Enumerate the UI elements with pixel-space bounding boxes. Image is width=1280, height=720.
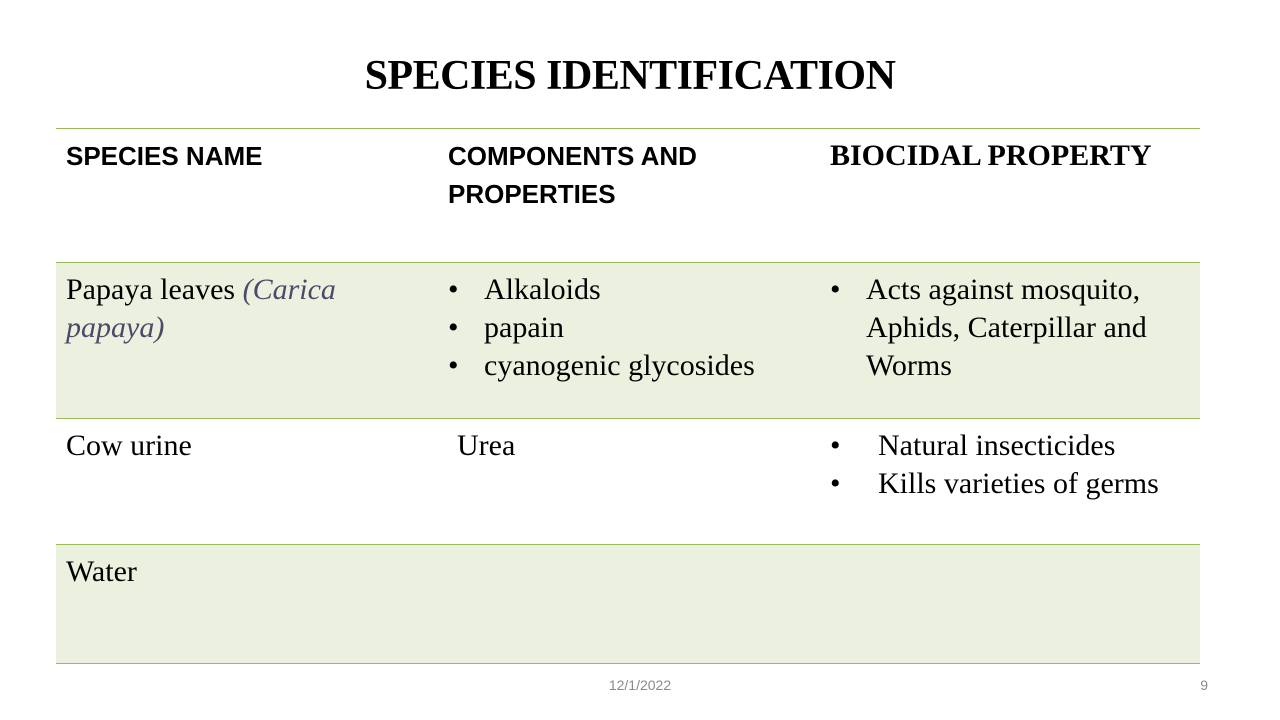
footer-date: 12/1/2022	[608, 677, 672, 693]
list-item: • Alkaloids	[448, 271, 810, 309]
page-number: 9	[1200, 677, 1208, 693]
list-item: • cyanogenic glycosides	[448, 347, 810, 385]
table-row	[56, 262, 1200, 418]
species-name: Cow urine	[66, 429, 192, 462]
species-cell	[56, 271, 438, 418]
biocidal-list	[830, 427, 1190, 503]
header-biocidal-property: BIOCIDAL PROPERTY	[830, 139, 1152, 172]
list-item: • Kills varieties of germs	[830, 465, 1190, 503]
biocidal-cell	[820, 553, 1200, 663]
biocidal-cell	[820, 271, 1200, 418]
table-header-row	[56, 128, 1200, 262]
list-item: • papain	[448, 309, 810, 347]
slide-title: SPECIES IDENTIFICATION	[364, 53, 896, 99]
species-name: Papaya leaves	[66, 273, 243, 306]
components-text: Urea	[457, 429, 516, 462]
components-cell	[438, 271, 820, 418]
biocidal-list	[830, 271, 1190, 385]
table-row	[56, 418, 1200, 544]
components-list	[448, 271, 810, 385]
biocidal-cell	[820, 427, 1200, 544]
list-item: • Acts against mosquito, Aphids, Caterpillar and Worms	[830, 271, 1190, 385]
components-cell	[438, 427, 820, 544]
list-item: • Natural insecticides	[830, 427, 1190, 465]
species-table	[56, 128, 1200, 664]
header-species-name: SPECIES NAME	[66, 141, 263, 171]
components-cell	[438, 553, 820, 663]
scientific-name: (Carica papaya)	[66, 273, 336, 344]
header-components: COMPONENTS AND PROPERTIES	[448, 141, 697, 209]
table-row	[56, 544, 1200, 664]
species-name: Water	[66, 555, 137, 588]
